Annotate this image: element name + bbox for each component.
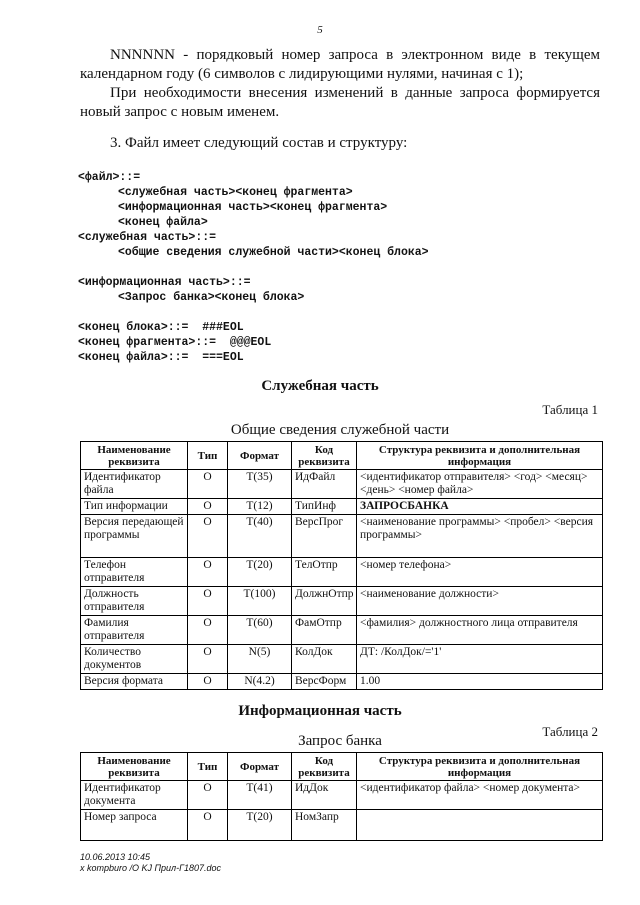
paragraph-changes: При необходимости внесения изменений в данные запроса формируется новый запрос с новым именем.	[80, 85, 600, 120]
grammar-line: <информационная часть>::=	[78, 276, 251, 289]
grammar-line: <файл>::=	[78, 171, 141, 184]
table-cell: ЗАПРОСБАНКА	[357, 499, 603, 515]
table-row	[81, 781, 603, 810]
table-cell: Тип информации	[81, 499, 188, 515]
section-title-service: Служебная часть	[261, 378, 379, 394]
table-row	[81, 558, 603, 587]
grammar-line: <информационная часть><конец фрагмента>	[118, 201, 388, 214]
table-cell: <фамилия> должностного лица отправителя	[357, 616, 603, 645]
table-cell: <номер телефона>	[357, 558, 603, 587]
table-row	[81, 470, 603, 499]
table-caption-1: Общие сведения служебной части	[230, 422, 450, 438]
table-cell: ТелОтпр	[292, 558, 357, 587]
footer-file-path: x kompburo /O KJ Прил-Г1807.doc	[80, 863, 222, 873]
table-cell	[357, 810, 603, 841]
table-cell: T(60)	[228, 616, 292, 645]
column-header: Наименование реквизита	[81, 442, 188, 470]
table-label-1: Таблица 1	[542, 402, 598, 417]
table-cell: O	[188, 810, 228, 841]
table-cell: ИдФайл	[292, 470, 357, 499]
service-info-table	[80, 441, 603, 690]
table-cell: Количество документов	[81, 645, 188, 674]
table-cell: Идентификатор файла	[81, 470, 188, 499]
grammar-line: <служебная часть>::=	[78, 231, 217, 244]
table-cell: T(20)	[228, 810, 292, 841]
paragraph-file-structure: 3. Файл имеет следующий состав и структуру:	[110, 135, 408, 151]
table-cell: ДТ: /КолДок/='1'	[357, 645, 603, 674]
table-cell: ИдДок	[292, 781, 357, 810]
table-cell: НомЗапр	[292, 810, 357, 841]
column-header: Формат	[228, 442, 292, 470]
table-cell: Идентификатор документа	[81, 781, 188, 810]
paragraph-request-number: NNNNNN - порядковый номер запроса в электронном виде в текущем календарном году (6 символов с лидирующими нулями, начиная с 1);	[80, 47, 600, 82]
table-cell: 1.00	[357, 674, 603, 690]
table-cell: T(12)	[228, 499, 292, 515]
grammar-line: <конец файла>	[118, 216, 208, 229]
table-caption-2: Запрос банка	[298, 733, 382, 749]
table-cell: O	[188, 499, 228, 515]
column-header: Тип	[188, 753, 228, 781]
grammar-line: <конец файла>::= ===EOL	[78, 351, 244, 364]
table-cell: Должность отправителя	[81, 587, 188, 616]
table-cell: T(35)	[228, 470, 292, 499]
page-number: 5	[317, 24, 323, 36]
column-header: Код реквизита	[292, 442, 357, 470]
table-cell: O	[188, 616, 228, 645]
grammar-block	[78, 170, 598, 365]
grammar-line: <Запрос банка><конец блока>	[118, 291, 305, 304]
grammar-line: <конец фрагмента>::= @@@EOL	[78, 336, 272, 349]
table-cell: O	[188, 674, 228, 690]
table-cell: <идентификатор файла> <номер документа>	[357, 781, 603, 810]
table-cell: O	[188, 645, 228, 674]
table-cell: КолДок	[292, 645, 357, 674]
table-cell: N(5)	[228, 645, 292, 674]
table-row	[81, 616, 603, 645]
table-cell: ДолжнОтпр	[292, 587, 357, 616]
table-cell: T(100)	[228, 587, 292, 616]
table-cell: Номер запроса	[81, 810, 188, 841]
table-row	[81, 645, 603, 674]
column-header: Код реквизита	[292, 753, 357, 781]
table-row	[81, 515, 603, 558]
table-label-2: Таблица 2	[542, 724, 598, 739]
table-cell: ФамОтпр	[292, 616, 357, 645]
grammar-line: <служебная часть><конец фрагмента>	[118, 186, 353, 199]
table-cell: <идентификатор отправителя> <год> <месяц> <день> <номер файла>	[357, 470, 603, 499]
table-row	[81, 499, 603, 515]
table-cell: Фамилия отправителя	[81, 616, 188, 645]
table-cell: N(4.2)	[228, 674, 292, 690]
column-header: Структура реквизита и дополнительная информация	[357, 753, 603, 781]
table-cell: <наименование программы> <пробел> <версия программы>	[357, 515, 603, 558]
table-cell: O	[188, 781, 228, 810]
table-cell: T(41)	[228, 781, 292, 810]
table-cell: Телефон отправителя	[81, 558, 188, 587]
section-title-info: Информационная часть	[238, 703, 402, 719]
grammar-line: <общие сведения служебной части><конец блока>	[118, 246, 429, 259]
column-header: Тип	[188, 442, 228, 470]
table-cell: ВерсПрог	[292, 515, 357, 558]
table-cell: O	[188, 470, 228, 499]
table-cell: O	[188, 515, 228, 558]
table-cell: O	[188, 587, 228, 616]
column-header: Наименование реквизита	[81, 753, 188, 781]
column-header: Формат	[228, 753, 292, 781]
table-cell: <наименование должности>	[357, 587, 603, 616]
table-row	[81, 674, 603, 690]
table-row	[81, 810, 603, 841]
table-cell: ВерсФорм	[292, 674, 357, 690]
table-row	[81, 587, 603, 616]
table-cell: T(20)	[228, 558, 292, 587]
table-cell: T(40)	[228, 515, 292, 558]
footer-timestamp: 10.06.2013 10:45	[80, 852, 151, 862]
table-cell: ТипИнф	[292, 499, 357, 515]
table-cell: O	[188, 558, 228, 587]
column-header: Структура реквизита и дополнительная информация	[357, 442, 603, 470]
bank-request-table	[80, 752, 603, 841]
table-cell: Версия формата	[81, 674, 188, 690]
table-cell: Версия передающей программы	[81, 515, 188, 558]
grammar-line: <конец блока>::= ###EOL	[78, 321, 244, 334]
